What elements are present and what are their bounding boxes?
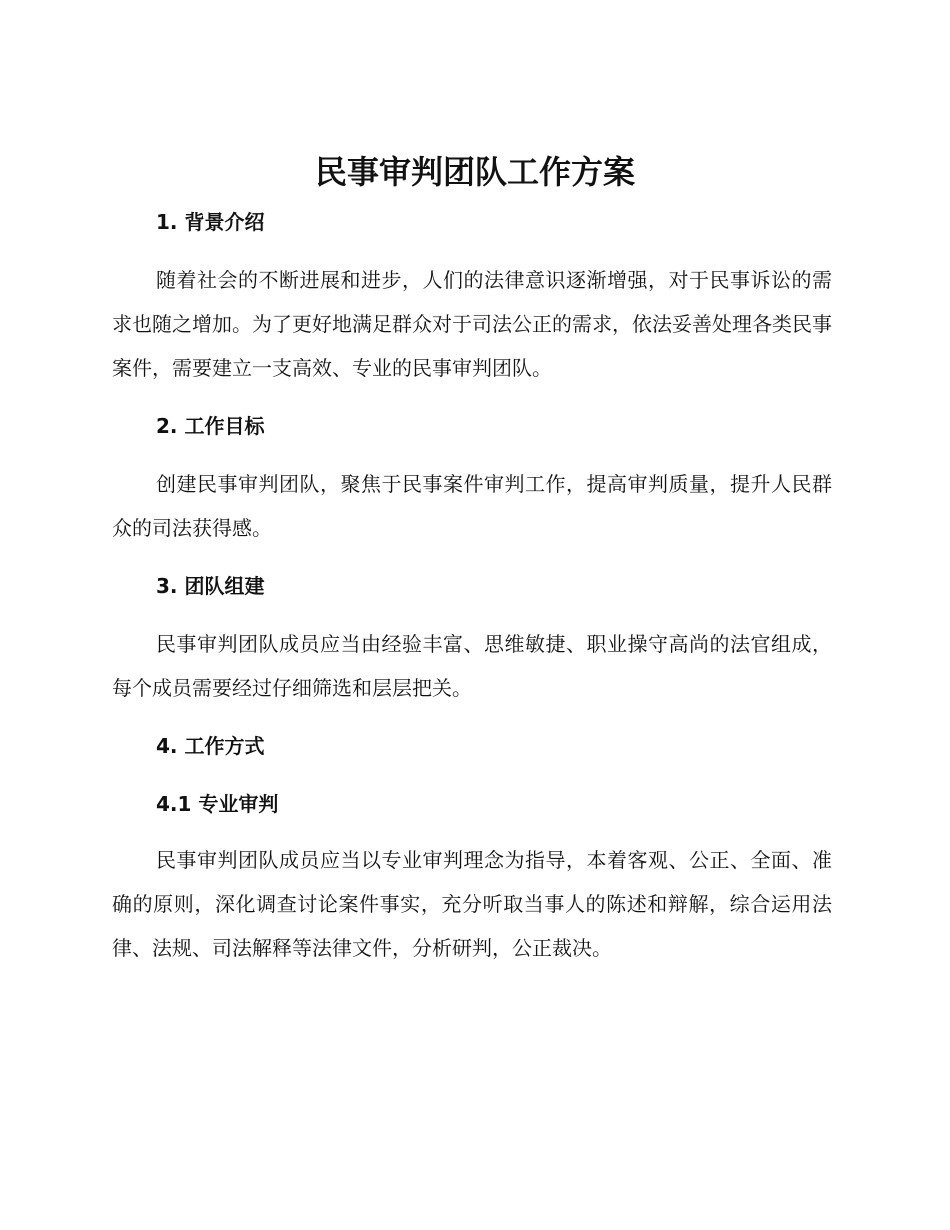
section-paragraph-goals: 创建民事审判团队，聚焦于民事案件审判工作，提高审判质量，提升人民群众的司法获得感。 bbox=[112, 472, 832, 540]
document-title: 民事审判团队工作方案 bbox=[314, 153, 635, 191]
section-paragraph-background: 随着社会的不断进展和进步，人们的法律意识逐渐增强，对于民事诉讼的需求也随之增加。为了更好地满足群众对于司法公正的需求，依法妥善处理各类民事案件，需要建立一支高效、专业的民事审判团队。 bbox=[112, 268, 832, 380]
section-heading-background: 1. 背景介绍 bbox=[156, 210, 265, 234]
section-heading-team: 3. 团队组建 bbox=[156, 574, 265, 598]
section-paragraph-team: 民事审判团队成员应当由经验丰富、思维敏捷、职业操守高尚的法官组成，每个成员需要经过仔细筛选和层层把关。 bbox=[112, 632, 832, 700]
section-heading-goals: 2. 工作目标 bbox=[156, 414, 265, 438]
subsection-paragraph-professional-trial: 民事审判团队成员应当以专业审判理念为指导，本着客观、公正、全面、准确的原则，深化调查讨论案件事实，充分听取当事人的陈述和辩解，综合运用法律、法规、司法解释等法律文件，分析研判，公正裁决。 bbox=[112, 848, 832, 960]
section-heading-work-method: 4. 工作方式 bbox=[156, 734, 265, 758]
subsection-heading-professional-trial: 4.1 专业审判 bbox=[156, 792, 279, 816]
